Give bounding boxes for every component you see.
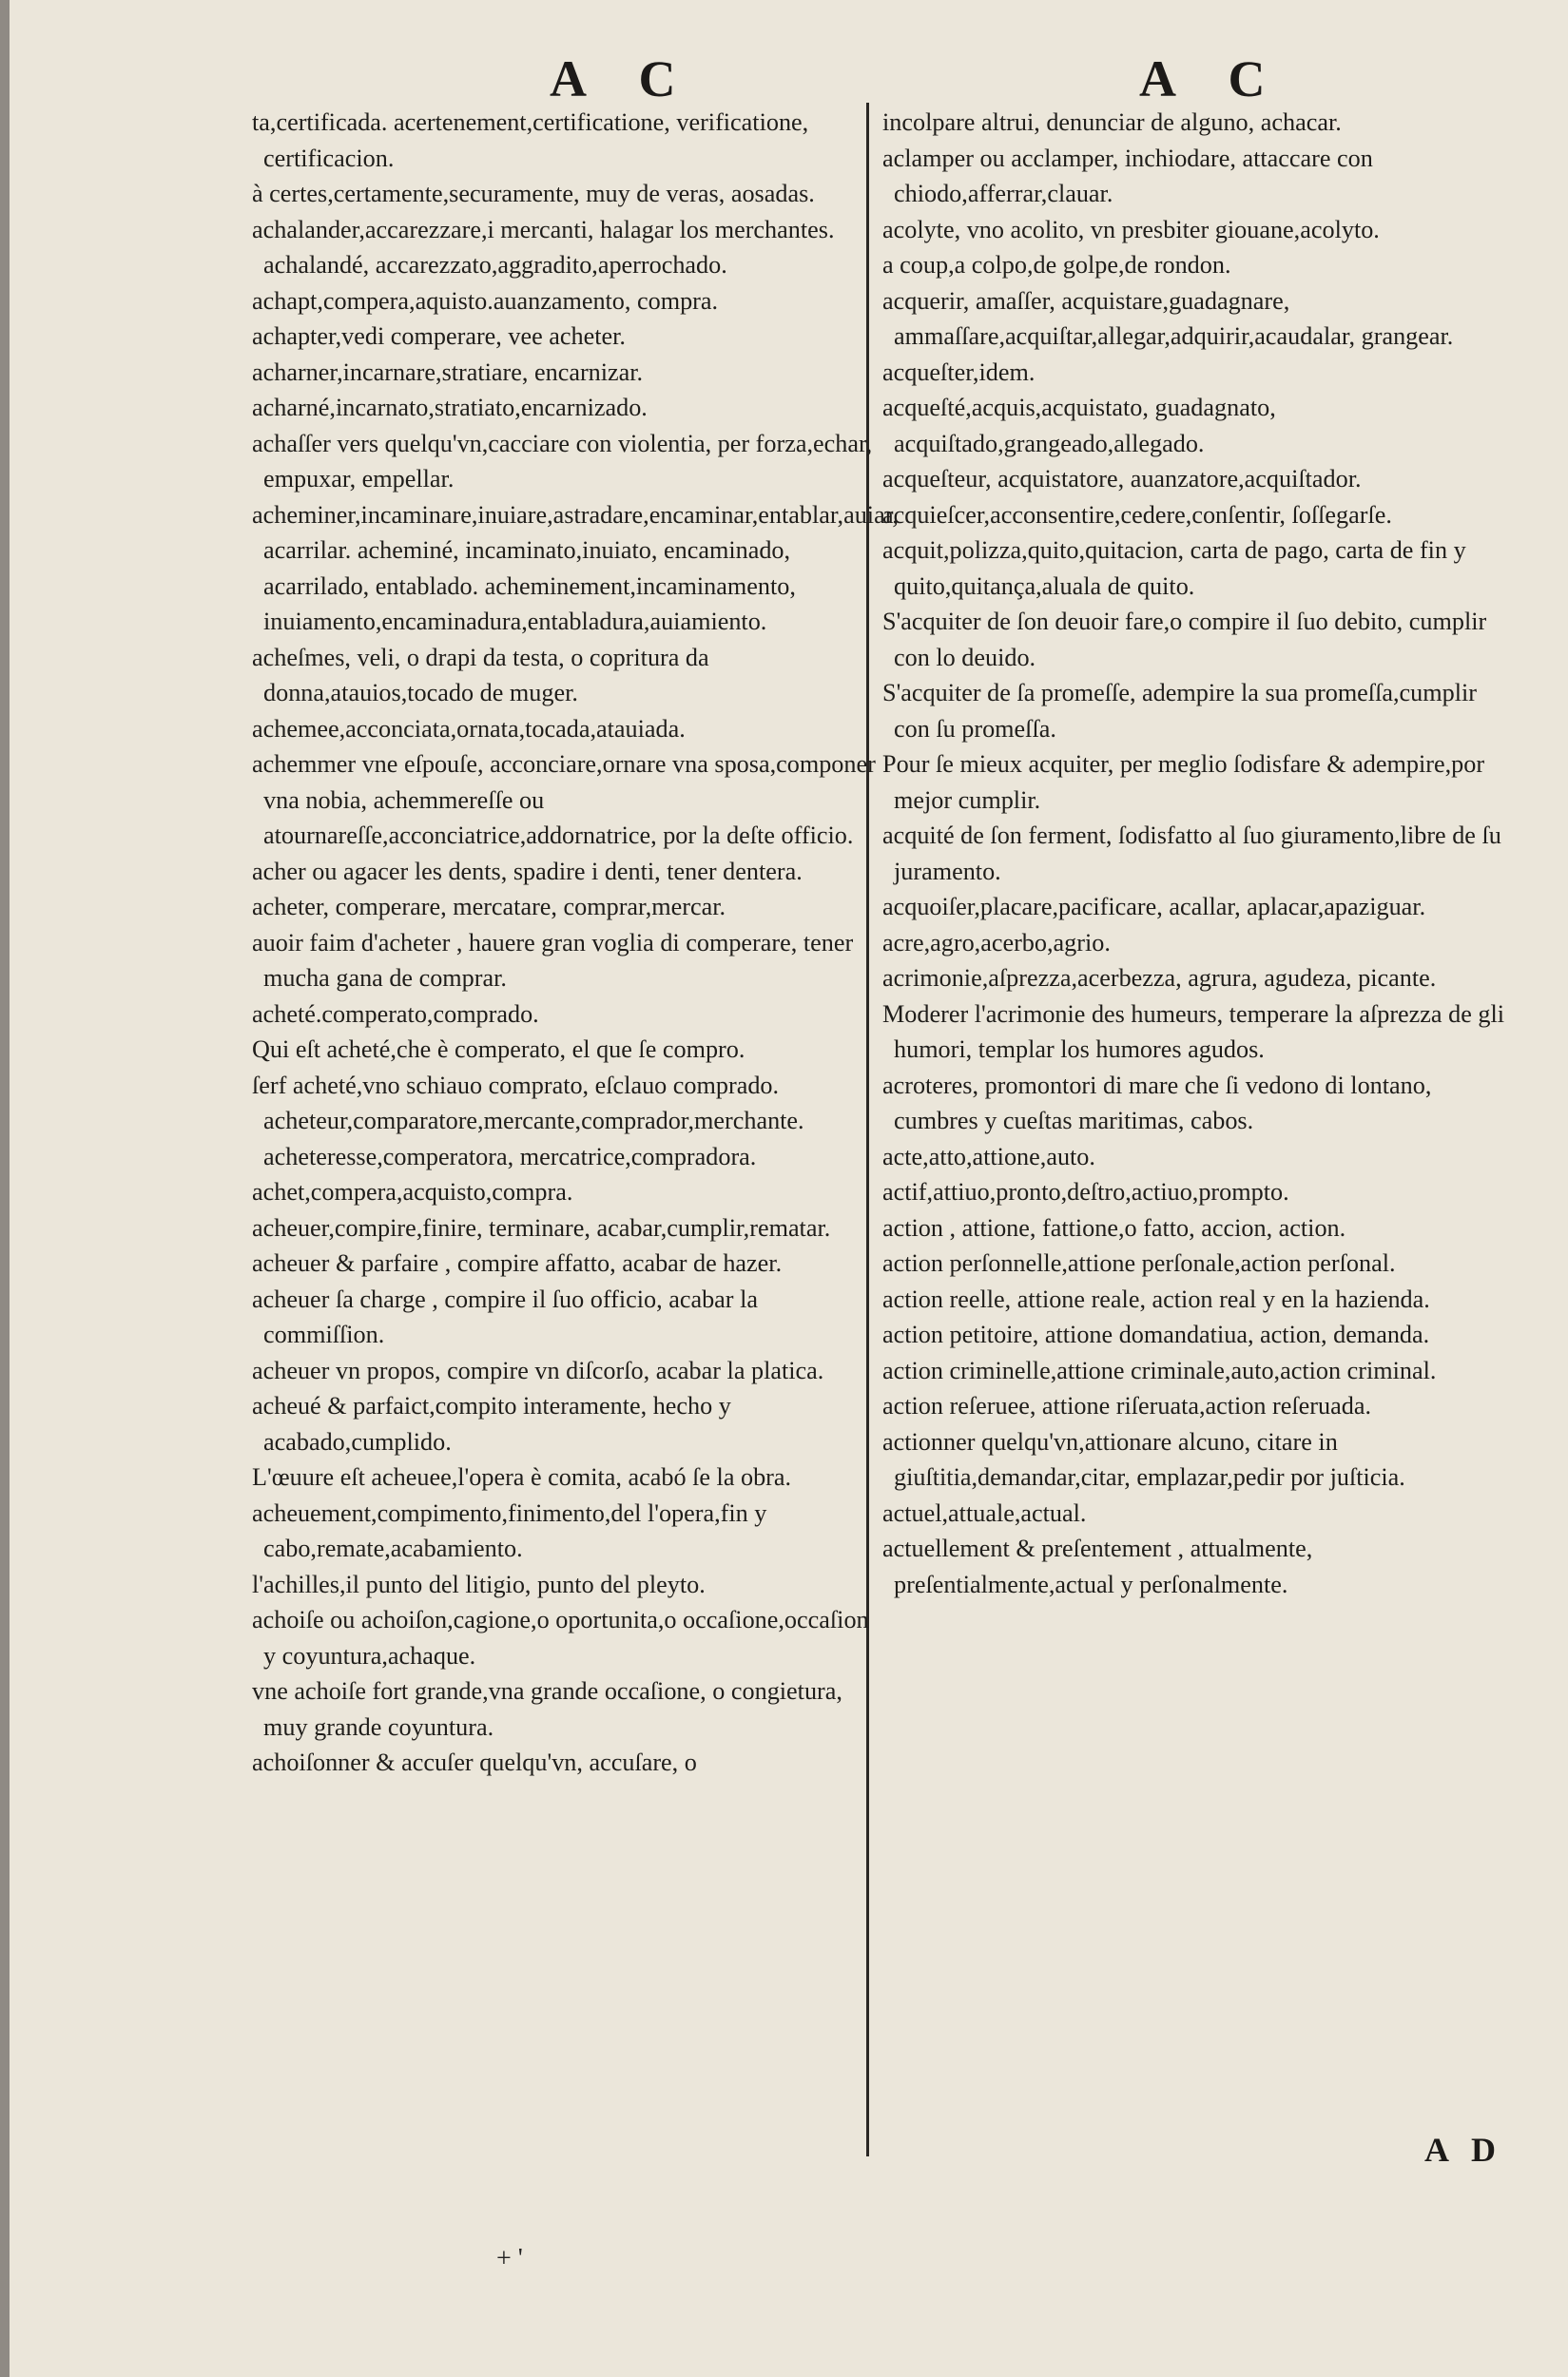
dictionary-entry: a coup,a colpo,de golpe,de rondon. [882, 251, 1231, 279]
catchword: A D [1424, 2131, 1504, 2169]
dictionary-entry: acheué & parfaict,compito interamente, hecho y acabado,cumplido. [252, 1392, 731, 1456]
dictionary-entry: acte,atto,attione,auto. [882, 1142, 1095, 1170]
dictionary-entry: action perſonnelle,attione perſonale,action perſonal. [882, 1249, 1396, 1277]
dictionary-entry: achet,compera,acquisto,compra. [252, 1178, 573, 1206]
dictionary-entry: acheuer vn propos, compire vn diſcorſo, acabar la platica. [252, 1356, 824, 1384]
dictionary-entry: acquoiſer,placare,pacificare, acallar, aplacar,apaziguar. [882, 893, 1426, 920]
dictionary-entry: action reſeruee, attione riſeruata,action reſeruada. [882, 1392, 1371, 1420]
dictionary-entry: acher ou agacer les dents, spadire i denti, tener dentera. [252, 857, 803, 885]
dictionary-entry: action , attione, fattione,o fatto, accion, action. [882, 1213, 1346, 1242]
dictionary-entry: acheté.comperato,comprado. [252, 999, 539, 1028]
running-head-right: A C [1139, 50, 1287, 107]
dictionary-entry: actuellement & preſentement , attualmente, preſentialmente,actual y perſonalmente. [882, 1535, 1313, 1598]
dictionary-entry: S'acquiter de ſa promeſſe, adempire la sua promeſſa,cumplir con ſu promeſſa. [882, 679, 1477, 743]
dictionary-entry: S'acquiter de ſon deuoir fare,o compire il ſuo debito, cumplir con lo deuido. [882, 608, 1487, 671]
dictionary-entry: acheuer & parfaire , compire affatto, acabar de hazer. [252, 1249, 783, 1277]
dictionary-entry: acquité de ſon ferment, ſodisfatto al ſuo giuramento,libre de ſu juramento. [882, 821, 1501, 885]
dictionary-entry: action criminelle,attione criminale,auto,action criminal. [882, 1356, 1437, 1384]
dictionary-entry: Pour ſe mieux acquiter, per meglio ſodisfare & adempire,por mejor cumplir. [882, 750, 1485, 814]
dictionary-entry: Qui eſt acheté,che è comperato, el que ſe compro. [252, 1035, 745, 1063]
dictionary-entry: incolpare altrui, denunciar de alguno, achacar. [882, 108, 1342, 136]
running-head-left: A C [550, 50, 697, 107]
dictionary-entry: ta,certificada. acertenement,certificatione, verificatione, certificacion. [252, 108, 809, 172]
dictionary-entry: acharner,incarnare,stratiare, encarnizar. [252, 358, 644, 386]
dictionary-entry: L'œuure eſt acheuee,l'opera è comita, acabó ſe la obra. [252, 1463, 792, 1491]
dictionary-entry: aclamper ou acclamper, inchiodare, attaccare con chiodo,afferrar,clauar. [882, 144, 1373, 207]
dictionary-entry: achalander,accarezzare,i mercanti, halagar los merchantes. achalandé, accarezzato,aggradito,aperrochado. [252, 215, 835, 279]
dictionary-entry: achoiſonner & accuſer quelqu'vn, accuſare, o [252, 1749, 697, 1776]
dictionary-entry: l'achilles,il punto del litigio, punto del pleyto. [252, 1570, 706, 1598]
right-column [882, 105, 1510, 1602]
dictionary-entry: achapt,compera,aquisto.auanzamento, compra. [252, 286, 719, 315]
dictionary-entry: acre,agro,acerbo,agrio. [882, 928, 1111, 957]
dictionary-entry: acqueſté,acquis,acquistato, guadagnato, acquiſtado,grangeado,allegado. [882, 394, 1276, 457]
dictionary-entry: achemmer vne eſpouſe, acconciare,ornare vna sposa,componer vna nobia, achemmereſſe ou atournareſſe,acconciatrice,addornatrice, por la deſte officio. [252, 750, 876, 849]
dictionary-entry: acheuer,compire,finire, terminare, acabar,cumplir,rematar. [252, 1213, 831, 1242]
dictionary-entry: acheter, comperare, mercatare, comprar,mercar. [252, 893, 726, 920]
dictionary-entry: ſerf acheté,vno schiauo comprato, eſclauo comprado. acheteur,comparatore,mercante,comprador,merchante. acheteresse,comperatora, mercatrice,compradora. [252, 1071, 804, 1170]
dictionary-entry: achapter,vedi comperare, vee acheter. [252, 322, 626, 350]
book-page [10, 0, 1568, 2377]
dictionary-entry: acheuer ſa charge , compire il ſuo officio, acabar la commiſſion. [252, 1285, 758, 1348]
dictionary-entry: action petitoire, attione domandatiua, action, demanda. [882, 1321, 1430, 1348]
dictionary-entry: actif,attiuo,pronto,deſtro,actiuo,prompto. [882, 1178, 1289, 1206]
dictionary-entry: acquerir, amaſſer, acquistare,guadagnare, ammaſſare,acquiſtar,allegar,adquirir,acaudalar, grangear. [882, 286, 1454, 350]
dictionary-entry: acroteres, promontori di mare che ſi vedono di lontano, cumbres y cueſtas maritimas, cabos. [882, 1071, 1432, 1134]
signature-mark: + ' [496, 2244, 523, 2273]
dictionary-entry: achoiſe ou achoiſon,cagione,o oportunita,o occaſione,occaſion y coyuntura,achaque. [252, 1606, 869, 1670]
dictionary-entry: acheminer,incaminare,inuiare,astradare,encaminar,entablar,auiar, acarrilar. acheminé, incaminato,inuiato, encaminado, acarrilado, entablado. acheminement,incaminamento, inuiamento,encaminadura,entabladura,auiamiento. [252, 500, 899, 635]
dictionary-entry: acrimonie,aſprezza,acerbezza, agrura, agudeza, picante. [882, 964, 1437, 992]
dictionary-entry: actionner quelqu'vn,attionare alcuno, citare in giuſtitia,demandar,citar, emplazar,pedir por juſticia. [882, 1427, 1405, 1491]
dictionary-entry: acolyte, vno acolito, vn presbiter giouane,acolyto. [882, 215, 1380, 243]
left-column [252, 105, 899, 1781]
dictionary-entry: acquit,polizza,quito,quitacion, carta de pago, carta de fin y quito,quitança,aluala de quito. [882, 536, 1466, 600]
dictionary-entry: acheſmes, veli, o drapi da testa, o copritura da donna,atauios,tocado de muger. [252, 643, 709, 706]
dictionary-entry: acheuement,compimento,finimento,del l'opera,fin y cabo,remate,acabamiento. [252, 1498, 767, 1562]
dictionary-entry: vne achoiſe fort grande,vna grande occaſione, o congietura, muy grande coyuntura. [252, 1677, 842, 1741]
dictionary-entry: achemee,acconciata,ornata,tocada,atauiada. [252, 714, 686, 743]
dictionary-entry: acqueſteur, acquistatore, auanzatore,acquiſtador. [882, 465, 1362, 493]
dictionary-entry: acqueſter,idem. [882, 358, 1036, 386]
dictionary-entry: acquieſcer,acconsentire,cedere,conſentir, ſoſſegarſe. [882, 500, 1392, 529]
dictionary-entry: achaſſer vers quelqu'vn,cacciare con violentia, per forza,echar, empuxar, empellar. [252, 429, 873, 493]
dictionary-entry: acharné,incarnato,stratiato,encarnizado. [252, 394, 648, 421]
dictionary-entry: auoir faim d'acheter , hauere gran voglia di comperare, tener mucha gana de comprar. [252, 928, 854, 992]
dictionary-entry: action reelle, attione reale, action real y en la hazienda. [882, 1285, 1430, 1313]
dictionary-entry: Moderer l'acrimonie des humeurs, temperare la aſprezza de gli humori, templar los humores agudos. [882, 999, 1505, 1063]
dictionary-entry: actuel,attuale,actual. [882, 1498, 1087, 1527]
dictionary-entry: à certes,certamente,securamente, muy de veras, aosadas. [252, 180, 815, 207]
